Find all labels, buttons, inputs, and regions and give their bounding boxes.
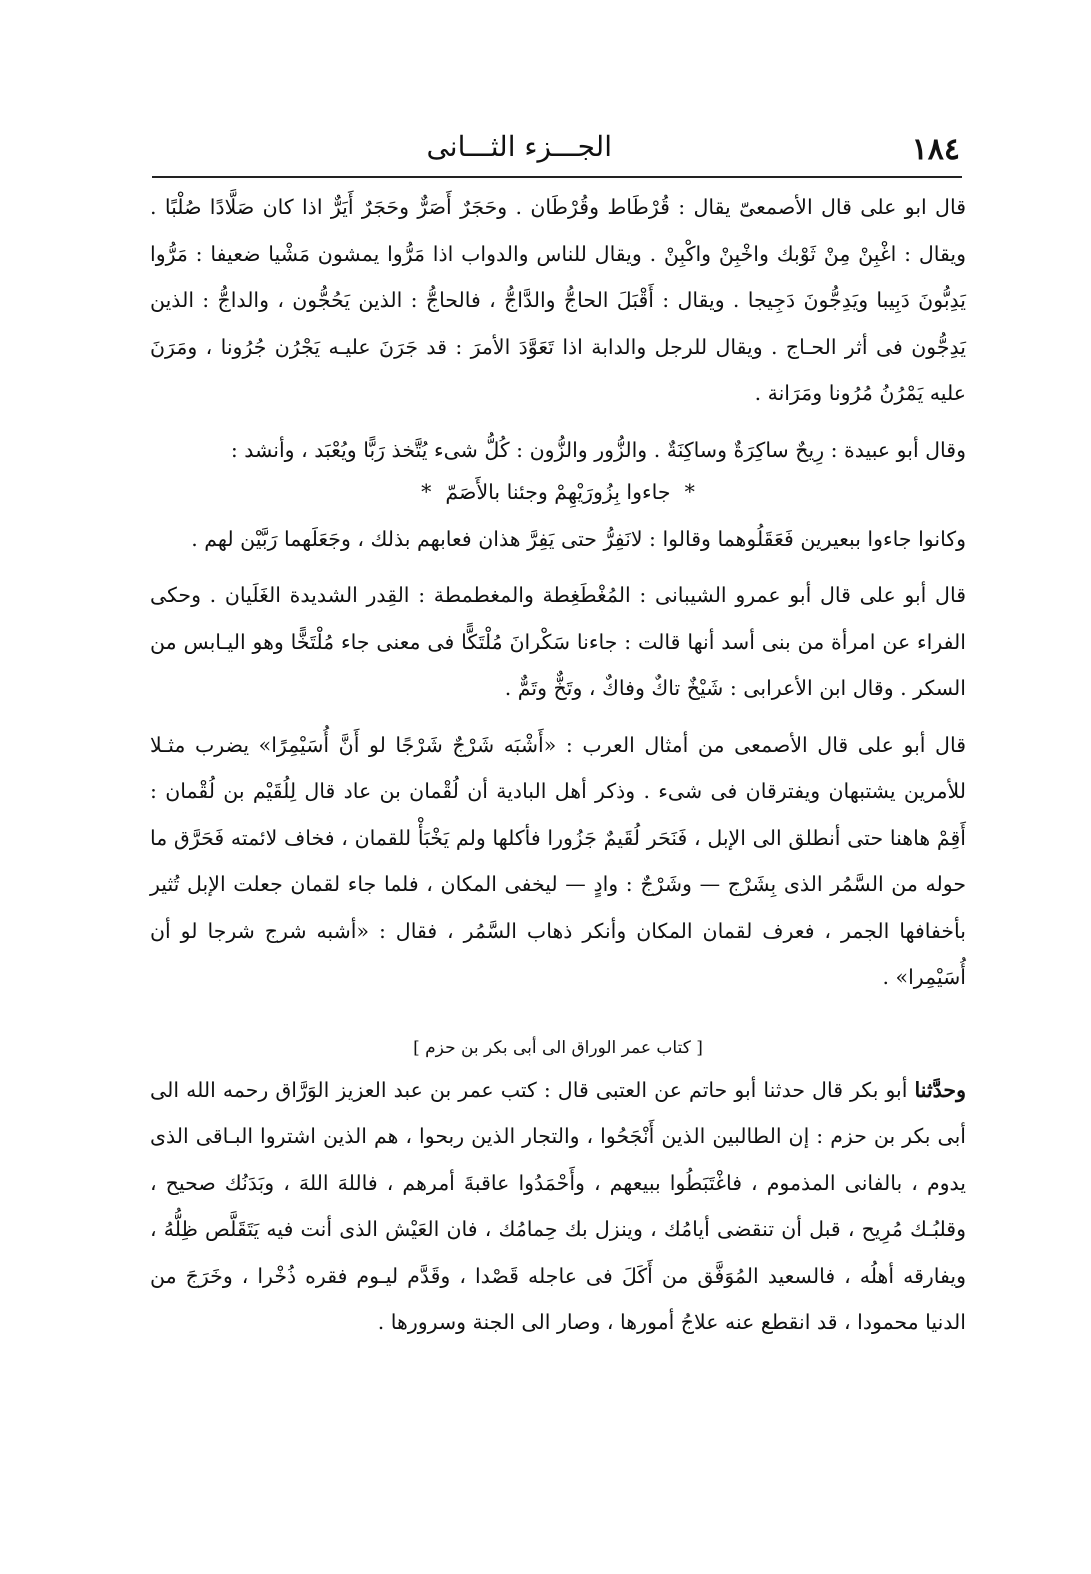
letter-lead-word: وحدَّثنا — [914, 1077, 966, 1102]
page-number: ١٨٤ — [911, 132, 960, 167]
letter-text: أبو بكر قال حدثنا أبو حاتم عن العتبى قال : كتب عمر بن عبد العزيز الوَرَّاق رحمه الله الى أبى بكر بن حزم : إن الطالبين الذين أَنْجَحُوا ، والتجار الذين ربحوا ، هم الذين اشتروا البـاقى الذى يدوم ، بالفانى المذموم ، فاغْتَبَطُوا ببيعهم ، وأَحْمَدُوا عاقبةَ أمرهم ، فاللهَ اللهَ ، وبَدَنُك صحيح ، وقلبُـك مُرِيح ، قبل أن تنقضى أيامُك ، وينزل بك حِمامُك ، فان العَيْش الذى أنت فيه يَتَقَلَّص ظِلُّهُ ، ويفارقه أهلُه ، فالسعيد المُوَفَّق من أَكَلَ فى عاجله قَصْدا ، وقَدَّم ليـوم فقره ذُخْرا ، وخَرَجَ من الدنيا محمودا ، قد انقطع عنه علاجُ أمورها ، وصار الى الجنة وسرورها . — [150, 1077, 966, 1334]
paragraph: قال أبو على قال الأصمعى من أمثال العرب : «أَشْبَه شَرْجٌ شَرْجًا لو أَنَّ أُسَيْمِرًا» يضرب مثـلا للأمرين يشتبهان ويفترقان فى شىء . وذكر أهل البادية أن لُقْمان بن عاد قال لِلُقَيْم بن لُقْمان : أَقِمْ هاهنا حتى أنطلق الى الإبل ، فَنَحَر لُقَيمٌ جَزُورا فأكلها ولم يَخْبَأْ للقمان ، فخاف لائمته فَحَرَّق ما حوله من السَّمُر الذى بِشَرْج — وشَرْجٌ : وادٍ — ليخفى المكان ، فلما جاء لقمان جعلت الإبل تُثير بأخفافها الجمر ، فعرف لقمان المكان وأنكر ذهاب السَّمُر ، فقال : «أشبه شرج شرجا لو أن أُسَيْمِرا» . — [150, 732, 966, 989]
verse-text: جاءوا بِزُورَيْهِمْ وجئنا بالأَصَمّ — [445, 480, 671, 504]
section-title: [ كتاب عمر الوراق الى أبى بكر بن حزم ] — [413, 1037, 703, 1058]
page-header — [152, 128, 960, 172]
paragraph: قال ابو على قال الأصمعىّ يقال : قُرْطَاط وقُرْطَان . وحَجَرٌ أَصَرٌّ وحَجَرٌ أَيَرٌّ اذا كان صَلَّادًا صُلْبًا . ويقال : اغْبِنْ مِنْ ثَوْبك واخْبِنْ واكْبِنْ . ويقال للناس والدواب اذا مَرُّوا يمشون مَشْيا ضعيفا : مَرُّوا يَدِبُّونَ دَبِيبا ويَدِجُّونَ دَجِيجا . ويقال : أَقْبَلَ الحاجُّ والدَّاجُّ ، فالحاجُّ : الذين يَحُجُّون ، والداجُّ : الذين يَدِجُّون فى أثر الحـاج . ويقال للرجل والدابة اذا تَعَوَّدَ الأمرَ : قد جَرَنَ عليـه يَجْرُن جُرُونا ، ومَرَنَ عليه يَمْرُنُ مُرُونا ومَرَانة . — [150, 195, 966, 405]
verse-star: * — [421, 480, 432, 504]
paragraph: وكانوا جاءوا ببعيرين فَعَقَلُوهما وقالوا : لانَفِرُّ حتى يَفِرَّ هذان فعابهم بذلك ، وجَعَلَهما رَبَّيْن لهم . — [191, 526, 966, 551]
letter-paragraph — [150, 1067, 966, 1346]
header-rule — [152, 176, 962, 178]
paragraph: قال أبو على قال أبو عمرو الشيبانى : المُغْطَغِطة والمغطمطة : القِدر الشديدة الغَلَيان . وحكى الفراء عن امرأة من بنى أسد أنها قالت : جاءنا سَكْرانَ مُلْتَكًّا فى معنى جاء مُلْتَخًّا وهو اليـابس من السكر . وقال ابن الأعرابى : شَيْخٌ تاكٌ وفاكٌ ، وتَخٌّ وتَمٌّ . — [150, 583, 967, 700]
verse-star: * — [684, 480, 695, 504]
page-body — [150, 184, 966, 1346]
running-head: الجـــزء الثـــانى — [426, 130, 612, 163]
verse-line — [150, 469, 966, 516]
paragraph: وقال أبو عبيدة : رِيحٌ ساكِرَةٌ وساكِنَةٌ . والزُّور والزُّون : كُلُّ شىء يُتَّخذ رَبًّا ويُعْبَد ، وأنشد : — [230, 437, 966, 462]
